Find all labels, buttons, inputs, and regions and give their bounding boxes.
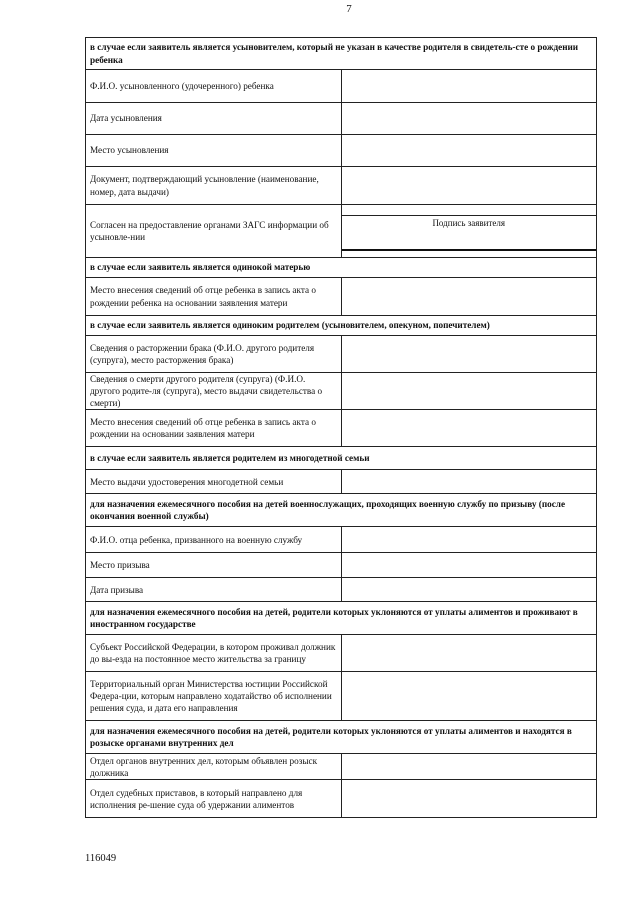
- signature-line: [342, 249, 597, 251]
- page-number: 7: [346, 3, 352, 15]
- form-row: [86, 553, 597, 578]
- section-heading-alimony-wanted: [86, 721, 597, 754]
- application-form-table: [85, 37, 597, 818]
- section-heading: в случае если заявитель является одинокой матерью: [86, 258, 597, 278]
- divorce-info-field[interactable]: [341, 336, 597, 373]
- section-heading: для назначения ежемесячного пособия на детей, родители которых уклоняются от уплаты алиментов и находятся в розыске органами внутренних дел: [86, 721, 597, 754]
- adoption-date-field[interactable]: [341, 103, 597, 135]
- field-label: Отдел судебных приставов, в который направлено для исполнения ре-шение суда об удержании алиментов: [86, 780, 342, 818]
- form-row: [86, 470, 597, 494]
- field-label: Субъект Российской Федерации, в котором проживал должник до вы-езда на постоянное место жительства за границу: [86, 635, 342, 672]
- form-row: [86, 70, 597, 103]
- adoption-document-field[interactable]: [341, 167, 597, 205]
- section-heading: в случае если заявитель является родителем из многодетной семьи: [86, 447, 597, 470]
- field-label: Документ, подтверждающий усыновление (наименование, номер, дата выдачи): [86, 167, 342, 205]
- form-row: [86, 754, 597, 780]
- conscription-place-field[interactable]: [341, 553, 597, 578]
- father-record-place-field-2[interactable]: [341, 410, 597, 447]
- section-heading-conscripts: [86, 494, 597, 527]
- justice-body-field[interactable]: [341, 672, 597, 721]
- field-label: Отдел органов внутренних дел, которым объявлен розыск должника: [86, 754, 342, 780]
- section-heading: в случае если заявитель является одиноким родителем (усыновителем, опекуном, попечителем): [86, 316, 597, 336]
- form-row: [86, 373, 597, 410]
- large-family-certificate-place-field[interactable]: [341, 470, 597, 494]
- form-code: 116049: [85, 853, 117, 864]
- conscription-date-field[interactable]: [341, 578, 597, 602]
- form-row: [86, 635, 597, 672]
- section-heading: для назначения ежемесячного пособия на детей, родители которых уклоняются от уплаты алиментов и проживают в иностранном государстве: [86, 602, 597, 635]
- section-heading-single-parent: [86, 316, 597, 336]
- field-label: Место внесения сведений об отце ребенка в запись акта о рождении ребенка на основании заявления матери: [86, 278, 342, 316]
- death-info-field[interactable]: [341, 373, 597, 410]
- section-heading: для назначения ежемесячного пособия на детей военнослужащих, проходящих военную службу по призыву (после окончания военной службы): [86, 494, 597, 527]
- form-row: [86, 578, 597, 602]
- form-row: [86, 336, 597, 373]
- father-record-place-field[interactable]: [341, 278, 597, 316]
- field-label: Сведения о расторжении брака (Ф.И.О. другого родителя (супруга), место расторжения брака): [86, 336, 342, 373]
- form-row: [86, 278, 597, 316]
- field-label: Место призыва: [86, 553, 342, 578]
- section-heading-large-family: [86, 447, 597, 470]
- field-label: Место выдачи удостоверения многодетной семьи: [86, 470, 342, 494]
- police-department-field[interactable]: [341, 754, 597, 780]
- field-label: Сведения о смерти другого родителя (супруга) (Ф.И.О. другого родите-ля (супруга), место выдачи свидетельства о смерти): [86, 373, 342, 410]
- debtor-region-field[interactable]: [341, 635, 597, 672]
- field-label: Дата призыва: [86, 578, 342, 602]
- section-heading-single-mother: [86, 258, 597, 278]
- form-row: [86, 672, 597, 721]
- field-label: Ф.И.О. отца ребенка, призванного на военную службу: [86, 527, 342, 553]
- form-row: [86, 410, 597, 447]
- form-row: [86, 780, 597, 818]
- adopted-child-name-field[interactable]: [341, 70, 597, 103]
- field-label: Ф.И.О. усыновленного (удочеренного) ребенка: [86, 70, 342, 103]
- field-label: Территориальный орган Министерства юстиции Российской Федера-ции, которым направлено ходатайство об исполнении решения суда, и дата его направления: [86, 672, 342, 721]
- form-row: [86, 205, 597, 258]
- applicant-signature-field[interactable]: [341, 205, 597, 258]
- bailiff-department-field[interactable]: [341, 780, 597, 818]
- form-row: [86, 135, 597, 167]
- section-heading-adoption: [86, 38, 597, 70]
- signature-label: Подпись заявителя: [342, 215, 597, 231]
- field-label: Дата усыновления: [86, 103, 342, 135]
- field-label: Согласен на предоставление органами ЗАГС информации об усыновле-нии: [86, 205, 342, 258]
- field-label: Место усыновления: [86, 135, 342, 167]
- form-row: [86, 103, 597, 135]
- form-row: [86, 167, 597, 205]
- section-heading: в случае если заявитель является усыновителем, который не указан в качестве родителя в свидетель-сте о рождении ребенка: [86, 38, 597, 70]
- adoption-place-field[interactable]: [341, 135, 597, 167]
- father-name-field[interactable]: [341, 527, 597, 553]
- section-heading-alimony-abroad: [86, 602, 597, 635]
- field-label: Место внесения сведений об отце ребенка в запись акта о рождении на основании заявления матери: [86, 410, 342, 447]
- form-row: [86, 527, 597, 553]
